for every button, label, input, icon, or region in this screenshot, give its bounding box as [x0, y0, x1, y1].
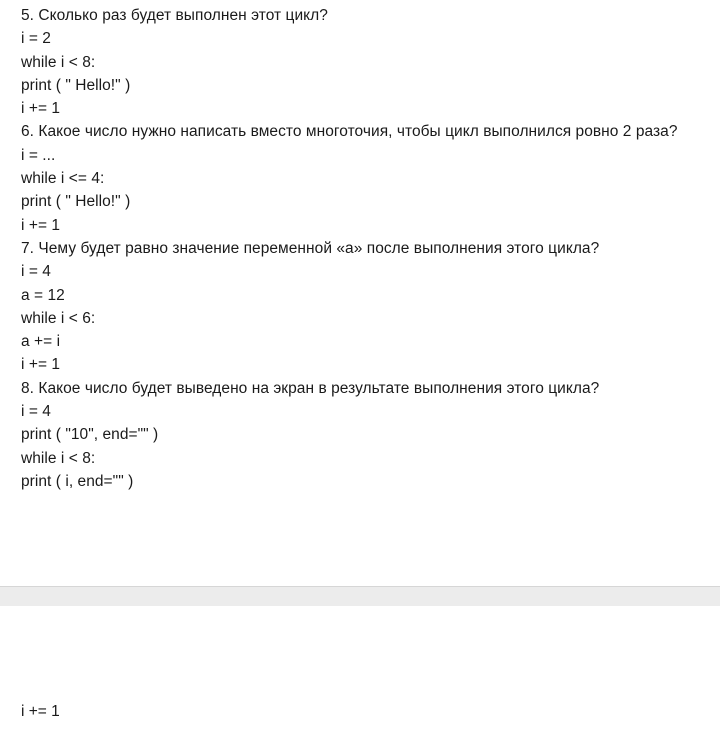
code-line: print ( " Hello!" )	[21, 76, 131, 94]
code-line: print ( "10", end="" )	[21, 426, 159, 444]
code-line: i = 4	[21, 263, 51, 281]
question-6-heading: 6. Какое число нужно написать вместо многоточия, чтобы цикл выполнился ровно 2 раза?	[21, 123, 678, 141]
code-line: print ( " Hello!" )	[21, 193, 131, 211]
code-line: print ( i, end="" )	[21, 472, 134, 490]
code-line: i += 1	[21, 216, 61, 234]
question-7-heading: 7. Чему будет равно значение переменной «а» после выполнения этого цикла?	[21, 239, 600, 257]
question-5-heading: 5. Сколько раз будет выполнен этот цикл?	[21, 7, 328, 24]
code-line: a += i	[21, 333, 61, 351]
code-line: i = 2	[21, 30, 51, 48]
code-line: i += 1	[21, 356, 61, 374]
code-line: while i < 8:	[21, 53, 96, 71]
page-break-divider	[0, 586, 720, 606]
code-line: while i < 8:	[21, 449, 96, 467]
document-text-block	[21, 4, 678, 493]
question-8-heading: 8. Какое число будет выведено на экран в результате выполнения этого цикла?	[21, 379, 600, 397]
code-line: a = 12	[21, 286, 65, 304]
code-line: while i <= 4:	[21, 170, 105, 188]
code-line: i = ...	[21, 146, 56, 164]
code-line-continued: i += 1	[21, 703, 60, 720]
code-line: while i < 6:	[21, 309, 96, 327]
document-page-bottom	[0, 606, 720, 735]
code-line: i += 1	[21, 100, 61, 118]
code-line: i = 4	[21, 403, 51, 421]
